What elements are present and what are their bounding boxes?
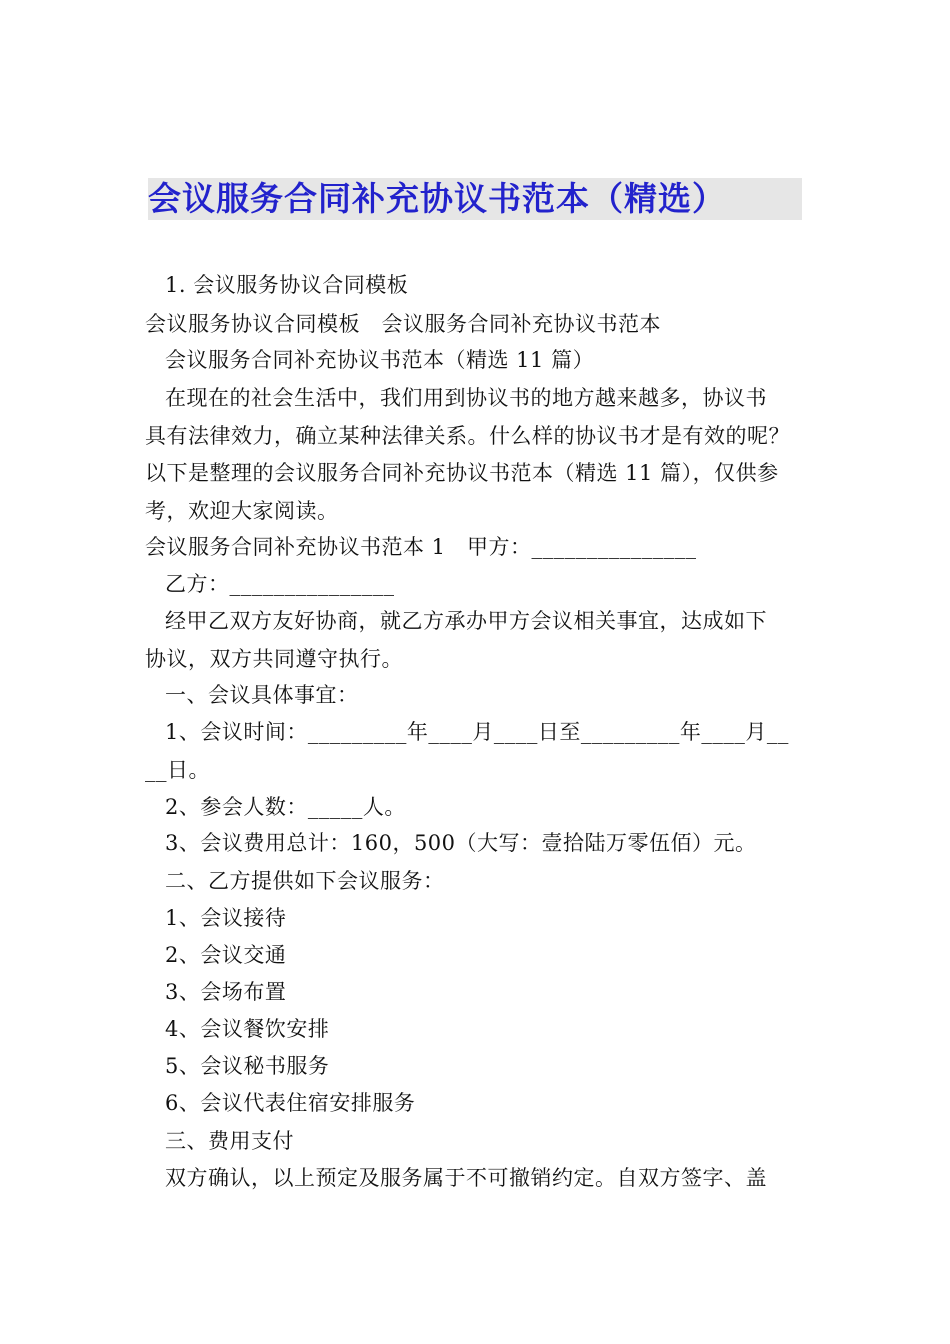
- paragraph-line: 以下是整理的会议服务合同补充协议书范本（精选 11 篇），仅供参: [145, 461, 779, 485]
- paragraph-line: __日。: [145, 758, 210, 782]
- paragraph-line: 乙方：_______________: [165, 572, 395, 596]
- paragraph-line: 考，欢迎大家阅读。: [145, 499, 339, 523]
- paragraph-line: 会议服务合同补充协议书范本（精选 11 篇）: [165, 348, 595, 372]
- paragraph-line: 双方确认，以上预定及服务属于不可撤销约定。自双方签字、盖: [165, 1166, 767, 1190]
- list-item: 6、会议代表住宿安排服务: [165, 1091, 416, 1115]
- paragraph-line: 在现在的社会生活中，我们用到协议书的地方越来越多，协议书: [165, 386, 767, 410]
- list-item: 5、会议秘书服务: [165, 1054, 330, 1078]
- list-item: 4、会议餐饮安排: [165, 1017, 330, 1041]
- section-heading: 三、费用支付: [165, 1129, 294, 1153]
- section-heading: 1. 会议服务协议合同模板: [165, 273, 409, 297]
- list-item: 3、会场布置: [165, 980, 287, 1004]
- section-heading: 一、会议具体事宜：: [165, 683, 359, 707]
- paragraph-line: 2、参会人数：_____人。: [165, 795, 406, 819]
- document-title: 会议服务合同补充协议书范本（精选）: [148, 178, 802, 220]
- paragraph-line: 3、会议费用总计：160，500（大写：壹拾陆万零伍佰）元。: [165, 831, 757, 855]
- paragraph-line: 经甲乙双方友好协商，就乙方承办甲方会议相关事宜，达成如下: [165, 609, 767, 633]
- paragraph-line: 会议服务协议合同模板 会议服务合同补充协议书范本: [145, 312, 661, 336]
- list-item: 1、会议接待: [165, 906, 287, 930]
- paragraph-line: 会议服务合同补充协议书范本 1 甲方：_______________: [145, 535, 697, 559]
- section-heading: 二、乙方提供如下会议服务：: [165, 869, 445, 893]
- paragraph-line: 具有法律效力，确立某种法律关系。什么样的协议书才是有效的呢？: [145, 424, 790, 448]
- paragraph-line: 协议，双方共同遵守执行。: [145, 647, 403, 671]
- paragraph-line: 1、会议时间：_________年____月____日至_________年____月__: [165, 720, 789, 744]
- list-item: 2、会议交通: [165, 943, 287, 967]
